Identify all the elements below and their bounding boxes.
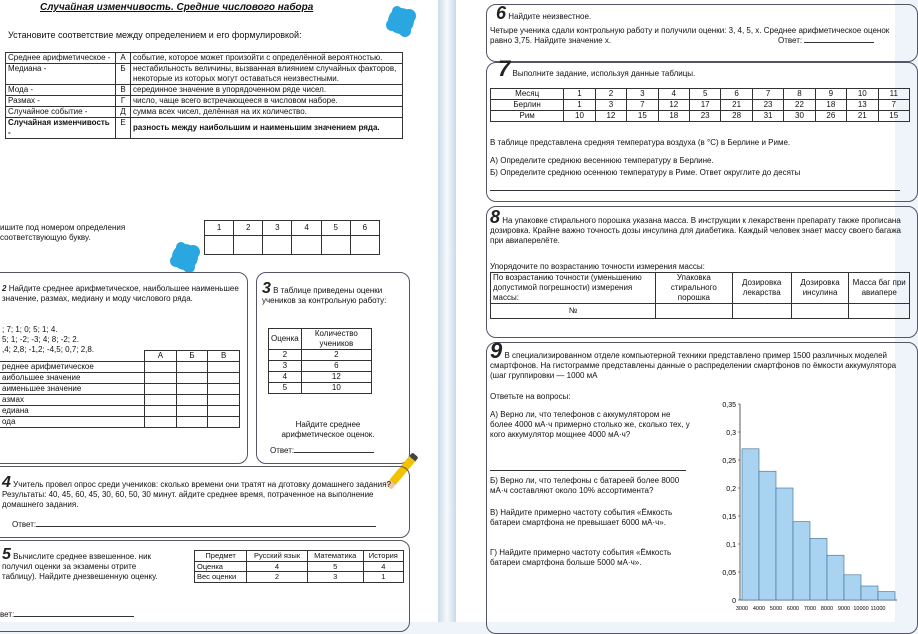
task5-text: Вычислите среднее взвешенное. ник получил оценки за экзамены отрите таблицу). Найдите днезвешенную оценку. bbox=[2, 552, 158, 581]
temperature-cell: 21 bbox=[721, 100, 752, 111]
task2-answer-cell[interactable] bbox=[145, 395, 177, 406]
task9-question-d: Г) Найдите примерно частоту события «Ёмкость батареи смартфона больше 5000 мА·ч». bbox=[490, 548, 672, 567]
definition-cell: серединное значение в упорядоченном ряде чисел. bbox=[131, 85, 403, 96]
answer-number: 2 bbox=[234, 221, 263, 236]
temperature-cell: 18 bbox=[815, 100, 846, 111]
weighted-header-cell: Предмет bbox=[195, 551, 247, 562]
temperature-cell: 28 bbox=[721, 111, 752, 122]
task2-text: Найдите среднее арифметическое, наибольшее наименьшее значение, размах, медиану и моду числового ряда. bbox=[2, 284, 239, 303]
task4-text: Учитель провел опрос среди учеников: сколько времени они тратят на дготовку домашнего задания? Результаты: 40, 45, 60, 45, 30, 60, 50, 30 минут. айдите среднее время, потраченное на выполнение домашнего задания. bbox=[2, 480, 391, 509]
task6-answer-line[interactable] bbox=[804, 42, 874, 43]
task3-question: Найдите среднее арифметическое оценок. bbox=[281, 420, 375, 439]
task2-number: 2 bbox=[2, 284, 7, 293]
ink-splat-icon bbox=[172, 244, 198, 270]
task9-question-b: Б) Верно ли, что телефоны с батареей более 8000 мА·ч составляют около 10% ассортимента? bbox=[490, 476, 680, 495]
temperature-cell: Рим bbox=[491, 111, 564, 122]
grades-row bbox=[269, 372, 372, 383]
task2-row bbox=[0, 384, 240, 395]
grades-cell: 6 bbox=[301, 361, 371, 372]
y-tick-label: 0,15 bbox=[722, 514, 736, 521]
task6-answer-label: Ответ: bbox=[778, 36, 803, 45]
task8-text-wrap bbox=[490, 207, 902, 246]
grades-cell: 5 bbox=[269, 383, 302, 394]
month-cell: 3 bbox=[627, 89, 658, 100]
task6-number: 6 bbox=[496, 3, 507, 23]
task5-number: 5 bbox=[2, 546, 11, 563]
definition-row bbox=[6, 64, 403, 85]
grades-cell: 2 bbox=[301, 350, 371, 361]
task6-title-wrap bbox=[496, 3, 592, 23]
month-cell: 6 bbox=[721, 89, 752, 100]
grades-cell: 3 bbox=[269, 361, 302, 372]
term-cell: Мода - bbox=[6, 85, 116, 96]
temperature-cell: 30 bbox=[784, 111, 815, 122]
task9-question-c: В) Найдите примерно частоту события «Ёмкость батареи смартфона не превышает 6000 мА·ч». bbox=[490, 508, 673, 527]
weighted-cell: 2 bbox=[247, 572, 307, 583]
task6-text: Четыре ученика сдали контрольную работу и получили оценки: 3, 4, 5, х. Среднее арифметическое оценок равно 3,75. Найдите значение х. bbox=[490, 26, 890, 45]
task2-answer-cell[interactable] bbox=[208, 395, 240, 406]
month-cell: 4 bbox=[658, 89, 689, 100]
precision-answer-row bbox=[491, 304, 910, 319]
temperature-cell: 3 bbox=[595, 100, 626, 111]
x-tick-label: 9000 bbox=[837, 606, 851, 612]
weighted-cell: 4 bbox=[247, 561, 307, 572]
weighted-cell: Вес оценки bbox=[195, 572, 247, 583]
task2-row bbox=[0, 362, 240, 373]
temperature-cell: 7 bbox=[878, 100, 909, 111]
task2-answer-cell[interactable] bbox=[208, 384, 240, 395]
task2-item-label: аименьшее значение bbox=[0, 384, 145, 395]
task2-answer-cell[interactable] bbox=[176, 362, 207, 373]
x-tick-label: 4000 bbox=[752, 606, 766, 612]
precision-answer-cell[interactable] bbox=[791, 304, 849, 319]
task4-answer-line[interactable] bbox=[36, 526, 376, 527]
task1-answer-prompt: ишите под номером определения соответствующую букву. bbox=[0, 223, 126, 242]
task2-answer-cell[interactable] bbox=[145, 406, 177, 417]
letter-cell: Г bbox=[116, 96, 131, 107]
temperature-cell: 15 bbox=[627, 111, 658, 122]
month-cell: 9 bbox=[815, 89, 846, 100]
task1-instruction: Установите соответствие между определением и его формулировкой: bbox=[8, 30, 302, 40]
task5-answer bbox=[0, 610, 170, 620]
month-cell: 1 bbox=[564, 89, 595, 100]
temperature-cell: 31 bbox=[752, 111, 783, 122]
weighted-cell: 4 bbox=[363, 561, 403, 572]
task2-table bbox=[0, 350, 240, 428]
weighted-row bbox=[195, 572, 404, 583]
temperature-cell: 1 bbox=[564, 100, 595, 111]
letter-cell: В bbox=[116, 85, 131, 96]
answer-cell[interactable] bbox=[321, 236, 350, 255]
task7-answer-line[interactable] bbox=[490, 190, 900, 191]
grades-row bbox=[269, 350, 372, 361]
letter-cell: А bbox=[116, 53, 131, 64]
task2-row bbox=[0, 406, 240, 417]
x-tick-label: 5000 bbox=[769, 606, 783, 612]
precision-header-cell: Дозировка инсулина bbox=[791, 273, 849, 304]
precision-num-label: № bbox=[491, 304, 656, 319]
task2-header-row bbox=[0, 351, 240, 362]
task7-note: В таблице представлена средняя температура воздуха (в °С) в Берлине и Риме. bbox=[490, 138, 791, 147]
precision-header-cell: Масса баг при авиапере bbox=[849, 273, 910, 304]
grades-header-cell: Оценка bbox=[269, 329, 302, 350]
task9-text: В специализированном отделе компьютерной техники представлено пример 1500 различных моделей смартфонов. На гистограмме представлены данные о распределении смартфонов по ёмкости аккумулятора (шаг группировки — 1000 мА bbox=[490, 351, 897, 380]
task2-answer-cell[interactable] bbox=[176, 395, 207, 406]
worksheet-title: Случайная изменчивость. Средние числового набора bbox=[40, 2, 314, 13]
temperature-cell: 12 bbox=[595, 111, 626, 122]
task2-answer-cell[interactable] bbox=[208, 362, 240, 373]
x-tick-label: 11000 bbox=[870, 606, 886, 612]
x-tick-label: 3000 bbox=[735, 606, 749, 612]
term-cell: Размах - bbox=[6, 96, 116, 107]
capacity-histogram bbox=[704, 396, 895, 622]
definition-cell: нестабильность величины, вызванная влиянием случайных факторов, некоторые из которых могут оставаться неизвестными. bbox=[131, 64, 403, 85]
task2-corner bbox=[0, 351, 145, 362]
temperature-cell: 26 bbox=[815, 111, 846, 122]
task3-answer-label: Ответ: bbox=[270, 446, 295, 455]
temperature-table bbox=[490, 88, 910, 122]
term-cell: Среднее арифметическое - bbox=[6, 53, 116, 64]
definition-row bbox=[6, 53, 403, 64]
definitions-table bbox=[5, 52, 403, 139]
histogram-bar bbox=[861, 586, 878, 600]
definition-row bbox=[6, 96, 403, 107]
month-cell: 8 bbox=[784, 89, 815, 100]
task4-answer bbox=[12, 520, 402, 530]
temperature-cell: 7 bbox=[627, 100, 658, 111]
task2-col-header: Б bbox=[176, 351, 207, 362]
precision-table bbox=[490, 272, 910, 319]
grades-cell: 10 bbox=[301, 383, 371, 394]
answer-number: 4 bbox=[292, 221, 321, 236]
task5-answer-label: вет: bbox=[0, 610, 15, 619]
letter-cell: Б bbox=[116, 64, 131, 85]
task2-row bbox=[0, 417, 240, 428]
month-cell: Месяц bbox=[491, 89, 564, 100]
task5-text-wrap bbox=[2, 546, 172, 582]
y-tick-label: 0,1 bbox=[726, 542, 736, 549]
precision-header-cell: Упаковка стирального порошка bbox=[656, 273, 733, 304]
task7-question-b: Б) Определите среднюю осеннюю температуру в Риме. Ответ округлите до десяты bbox=[490, 168, 801, 177]
x-tick-label: 6000 bbox=[786, 606, 800, 612]
answer-cell[interactable] bbox=[350, 236, 379, 255]
definition-cell: сумма всех чисел, делённая на их количество. bbox=[131, 107, 403, 118]
task6-title: Найдите неизвестное. bbox=[508, 12, 592, 21]
series-row: ,4; 2,8; -1,2; -4,5; 0,7; 2,8. bbox=[2, 345, 95, 354]
month-row bbox=[491, 89, 910, 100]
letter-cell: Д bbox=[116, 107, 131, 118]
answer-number: 1 bbox=[205, 221, 234, 236]
task2-answer-cell[interactable] bbox=[208, 406, 240, 417]
answer-cell[interactable] bbox=[263, 236, 292, 255]
task9-text-wrap bbox=[490, 338, 900, 381]
task9-answer-label: Ответьте на вопросы: bbox=[490, 392, 571, 401]
task2-answer-cell[interactable] bbox=[145, 373, 177, 384]
task2-answer-cell[interactable] bbox=[176, 406, 207, 417]
y-tick-label: 0,25 bbox=[722, 458, 736, 465]
task4-answer-label: Ответ: bbox=[12, 520, 37, 529]
grades-header-cell: Количество учеников bbox=[301, 329, 371, 350]
precision-header-row bbox=[491, 273, 910, 304]
answer-grid bbox=[204, 220, 380, 255]
month-cell: 11 bbox=[878, 89, 909, 100]
grades-header-row bbox=[269, 329, 372, 350]
weighted-cell: 1 bbox=[363, 572, 403, 583]
task2-col-header: В bbox=[208, 351, 240, 362]
letter-cell: Е bbox=[116, 118, 131, 139]
precision-answer-cell[interactable] bbox=[849, 304, 910, 319]
histogram-bar bbox=[742, 449, 759, 600]
histogram-bar bbox=[827, 555, 844, 600]
task5-answer-line[interactable] bbox=[14, 616, 134, 617]
answer-cell[interactable] bbox=[205, 236, 234, 255]
definition-cell: число, чаще всего встречающееся в числовом наборе. bbox=[131, 96, 403, 107]
weighted-header-cell: Математика bbox=[307, 551, 363, 562]
task2-row bbox=[0, 395, 240, 406]
city-row bbox=[491, 111, 910, 122]
task2-answer-cell[interactable] bbox=[145, 417, 177, 428]
definition-cell: разность между наибольшим и наименьшим значением ряда. bbox=[131, 118, 403, 139]
task4-text-wrap bbox=[2, 474, 392, 510]
grades-table bbox=[268, 328, 372, 394]
weighted-header-cell: История bbox=[363, 551, 403, 562]
temperature-cell: 18 bbox=[658, 111, 689, 122]
task3-answer-line[interactable] bbox=[294, 452, 374, 453]
histogram-x-labels bbox=[736, 606, 886, 612]
temperature-cell: 12 bbox=[658, 100, 689, 111]
task2-answer-cell[interactable] bbox=[145, 362, 177, 373]
task2-item-label: ода bbox=[0, 417, 145, 428]
task2-item-label: аибольшее значение bbox=[0, 373, 145, 384]
task7-title: Выполните задание, используя данные таблицы. bbox=[512, 69, 696, 78]
task8-order: Упорядочите по возрастанию точности измерения массы: bbox=[490, 262, 705, 271]
task2-answer-cell[interactable] bbox=[208, 417, 240, 428]
task7-title-wrap bbox=[498, 56, 696, 81]
weighted-cell: 3 bbox=[307, 572, 363, 583]
temperature-cell: 23 bbox=[752, 100, 783, 111]
task2-answer-cell[interactable] bbox=[176, 417, 207, 428]
temperature-cell: 10 bbox=[564, 111, 595, 122]
definition-cell: событие, которое может произойти с определённой вероятностью. bbox=[131, 53, 403, 64]
term-cell: Медиана - bbox=[6, 64, 116, 85]
temperature-cell: Берлин bbox=[491, 100, 564, 111]
left-page bbox=[0, 0, 438, 622]
task2-item-label: азмах bbox=[0, 395, 145, 406]
temperature-cell: 15 bbox=[878, 111, 909, 122]
series-row: ; 7; 1; 0; 5; 1; 4. bbox=[2, 325, 58, 334]
histogram-bar bbox=[810, 538, 827, 600]
weighted-header-row bbox=[195, 551, 404, 562]
task2-answer-cell[interactable] bbox=[145, 384, 177, 395]
weighted-cell: Оценка bbox=[195, 561, 247, 572]
month-cell: 10 bbox=[847, 89, 878, 100]
term-cell: Случайное событие - bbox=[6, 107, 116, 118]
term-cell: Случайная изменчивость - bbox=[6, 118, 116, 139]
definition-row bbox=[6, 107, 403, 118]
histogram-bar bbox=[776, 488, 793, 600]
task9-answer-a-line[interactable] bbox=[490, 470, 686, 471]
answer-cell[interactable] bbox=[234, 236, 263, 255]
answer-number-row bbox=[205, 221, 380, 236]
grades-cell: 4 bbox=[269, 372, 302, 383]
precision-header-cell: По возрастанию точности (уменьшению допустимой погрешности) измерения массы: bbox=[491, 273, 656, 304]
task6-answer bbox=[778, 36, 874, 46]
precision-answer-cell[interactable] bbox=[732, 304, 791, 319]
task2-item-label: едиана bbox=[0, 406, 145, 417]
task3-text: В таблице приведены оценки учеников за контрольную работу: bbox=[262, 286, 387, 305]
y-tick-label: 0,2 bbox=[726, 486, 736, 493]
x-tick-label: 7000 bbox=[803, 606, 817, 612]
histogram-bar bbox=[844, 575, 861, 600]
task3-text-wrap bbox=[262, 280, 402, 306]
answer-number: 6 bbox=[350, 221, 379, 236]
definition-row bbox=[6, 85, 403, 96]
task2-col-header: А bbox=[145, 351, 177, 362]
task7-number: 7 bbox=[498, 56, 511, 81]
grades-cell: 2 bbox=[269, 350, 302, 361]
precision-header-cell: Дозировка лекарства bbox=[732, 273, 791, 304]
task2-answer-cell[interactable] bbox=[176, 373, 207, 384]
task4-number: 4 bbox=[2, 474, 11, 491]
grades-cell: 12 bbox=[301, 372, 371, 383]
task2-answer-cell[interactable] bbox=[176, 384, 207, 395]
temperature-cell: 17 bbox=[689, 100, 720, 111]
histogram-bar bbox=[759, 471, 776, 600]
x-tick-label: 10000 bbox=[853, 606, 869, 612]
answer-number: 3 bbox=[263, 221, 292, 236]
y-tick-label: 0,3 bbox=[726, 430, 736, 437]
task9-question-a: А) Верно ли, что телефонов с аккумулятором не более 4000 мА·ч примерно столько же, сколько тех, у кого аккумулятор мощнее 4000 мА·ч? bbox=[490, 410, 690, 439]
month-cell: 7 bbox=[752, 89, 783, 100]
book-spine bbox=[438, 0, 456, 622]
right-page bbox=[456, 0, 906, 622]
definition-row bbox=[6, 118, 403, 139]
x-tick-label: 8000 bbox=[820, 606, 834, 612]
task9-number: 9 bbox=[490, 338, 503, 363]
series-row: 5; 1; -2; -3; 4; 8; -2; 2. bbox=[2, 335, 79, 344]
histogram-bars bbox=[742, 449, 895, 600]
task3-answer bbox=[270, 446, 390, 456]
answer-cell[interactable] bbox=[292, 236, 321, 255]
task3-number: 3 bbox=[262, 280, 271, 297]
ink-splat-icon bbox=[388, 8, 414, 34]
weighted-table bbox=[194, 550, 404, 583]
weighted-row bbox=[195, 561, 404, 572]
weighted-cell: 5 bbox=[307, 561, 363, 572]
temperature-cell: 22 bbox=[784, 100, 815, 111]
month-cell: 5 bbox=[689, 89, 720, 100]
y-tick-label: 0 bbox=[732, 598, 736, 605]
histogram-bar bbox=[878, 592, 895, 600]
task8-text: На упаковке стирального порошка указана масса. В инструкции к лекарственн препарату также прописана дозировка. Крайне важно точность дозы инсулина для диабетика. Каждый человек знает массу своего багажа при авиаперелёте. bbox=[490, 216, 901, 245]
temperature-cell: 23 bbox=[689, 111, 720, 122]
city-row bbox=[491, 100, 910, 111]
answer-number: 5 bbox=[321, 221, 350, 236]
weighted-header-cell: Русский язык bbox=[247, 551, 307, 562]
y-tick-label: 0,35 bbox=[722, 402, 736, 409]
task8-number: 8 bbox=[490, 207, 501, 227]
task2-item-label: реднее арифметическое bbox=[0, 362, 145, 373]
grades-row bbox=[269, 361, 372, 372]
temperature-cell: 21 bbox=[847, 111, 878, 122]
task2-text-wrap bbox=[2, 284, 242, 304]
y-tick-label: 0,05 bbox=[722, 570, 736, 577]
temperature-cell: 13 bbox=[847, 100, 878, 111]
month-cell: 2 bbox=[595, 89, 626, 100]
grades-row bbox=[269, 383, 372, 394]
task2-answer-cell[interactable] bbox=[208, 373, 240, 384]
task2-row bbox=[0, 373, 240, 384]
answer-input-row bbox=[205, 236, 380, 255]
task7-box bbox=[486, 62, 918, 202]
histogram-bar bbox=[793, 522, 810, 600]
task7-question-a: А) Определите среднюю весеннюю температуру в Берлине. bbox=[490, 156, 714, 165]
precision-answer-cell[interactable] bbox=[656, 304, 733, 319]
